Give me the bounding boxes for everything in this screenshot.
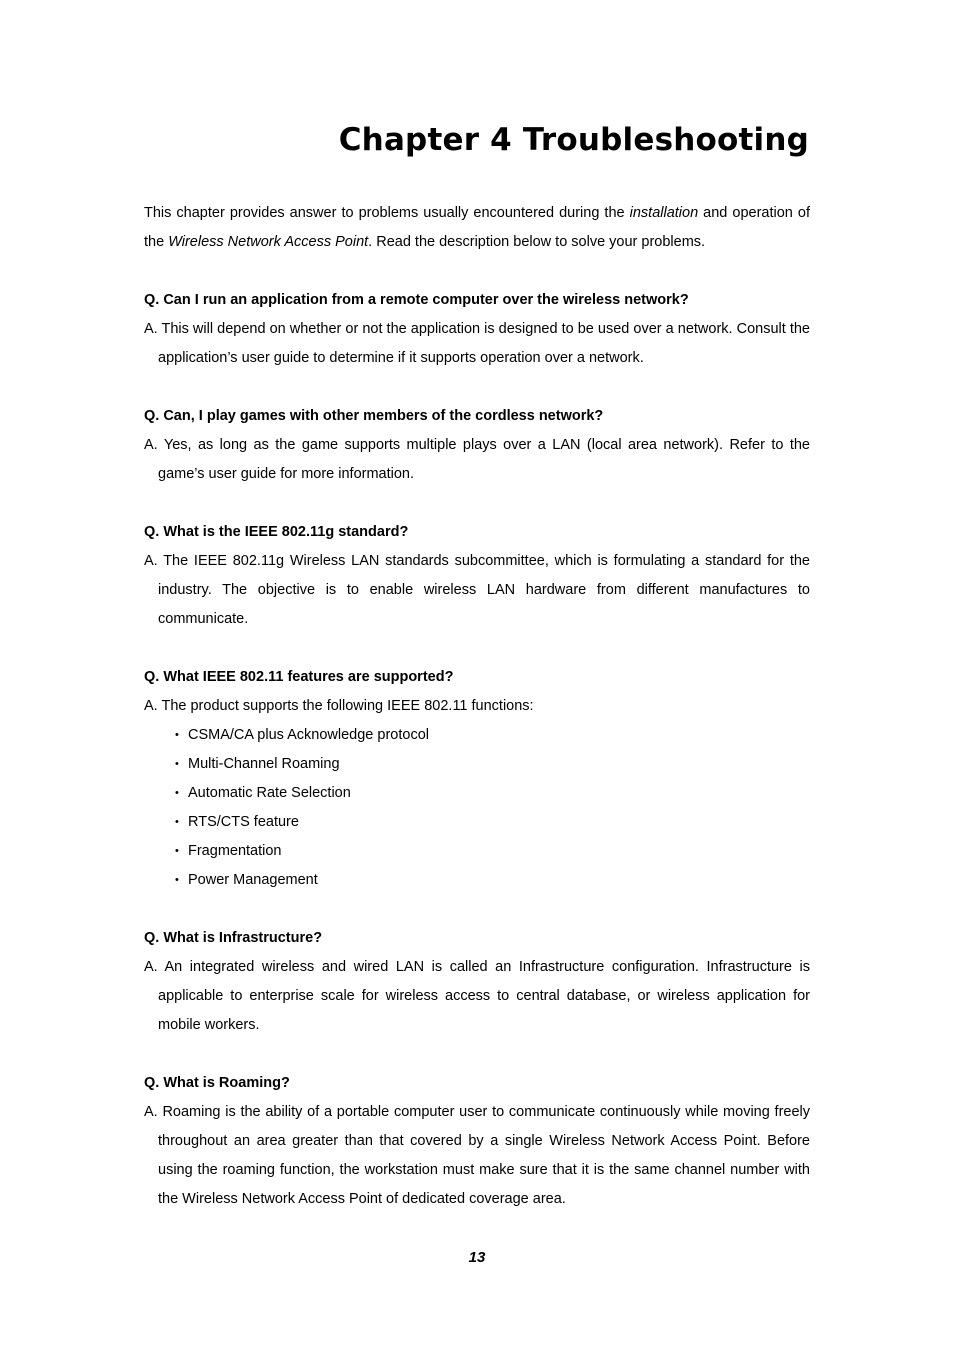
faq-question-1: Q. Can I run an application from a remote computer over the wireless network?: [144, 292, 689, 308]
list-item-text: Power Management: [188, 872, 318, 888]
intro-emphasis-2: Wireless Network Access Point: [168, 234, 369, 250]
faq-question-5: Q. What is Infrastructure?: [144, 930, 323, 946]
bullet-icon: •: [175, 787, 179, 799]
intro-text-1: This chapter provides answer to problems usually encountered during the: [144, 205, 630, 221]
faq-answer-1: A. This will depend on whether or not the application is designed to be used over a network. Consult the application’s user guide to determine if it supports operation over a network.: [144, 321, 810, 366]
list-item-text: Automatic Rate Selection: [188, 785, 351, 801]
list-item: [175, 779, 810, 808]
list-item-text: Multi-Channel Roaming: [188, 756, 340, 772]
list-item: [175, 750, 810, 779]
list-item: [175, 808, 810, 837]
bullet-icon: •: [175, 874, 179, 886]
faq-answer-2: A. Yes, as long as the game supports multiple plays over a LAN (local area network). Refer to the game’s user guide for more information.: [144, 437, 810, 482]
page-number: 13: [468, 1249, 486, 1266]
document-body: [144, 199, 810, 1214]
list-item: [175, 721, 810, 750]
feature-list: [144, 721, 810, 895]
faq-question-6: Q. What is Roaming?: [144, 1075, 290, 1091]
intro-text-2: and operation of the: [144, 205, 810, 250]
bullet-icon: •: [175, 758, 179, 770]
page-title: Chapter 4 Troubleshooting: [338, 122, 809, 158]
intro-paragraph: [144, 199, 810, 257]
list-item-text: CSMA/CA plus Acknowledge protocol: [188, 727, 429, 743]
bullet-icon: •: [175, 845, 179, 857]
faq-answer-6: A. Roaming is the ability of a portable computer user to communicate continuously while moving freely throughout an area greater than that covered by a single Wireless Network Access Point. Before using the roaming function, the workstation must make sure that it is the same channel number with the Wireless Network Access Point of dedicated coverage area.: [144, 1104, 810, 1207]
intro-emphasis-1: installation: [629, 205, 699, 221]
faq-question-4: Q. What IEEE 802.11 features are supported?: [144, 669, 454, 685]
list-item-text: RTS/CTS feature: [188, 814, 299, 830]
faq-answer-4: A. The product supports the following IEEE 802.11 functions:: [144, 698, 534, 714]
bullet-icon: •: [175, 729, 179, 741]
bullet-icon: •: [175, 816, 179, 828]
list-item: [175, 866, 810, 895]
faq-answer-5: A. An integrated wireless and wired LAN is called an Infrastructure configuration. Infrastructure is applicable to enterprise scale for wireless access to central database, or wireless application for mobile workers.: [144, 959, 810, 1033]
intro-text-3: . Read the description below to solve your problems.: [368, 234, 706, 250]
list-item: [175, 837, 810, 866]
faq-question-2: Q. Can, I play games with other members of the cordless network?: [144, 408, 604, 424]
list-item-text: Fragmentation: [188, 843, 282, 859]
faq-answer-3: A. The IEEE 802.11g Wireless LAN standards subcommittee, which is formulating a standard for the industry. The objective is to enable wireless LAN hardware from different manufactures to communicate.: [144, 553, 810, 627]
faq-question-3: Q. What is the IEEE 802.11g standard?: [144, 524, 409, 540]
